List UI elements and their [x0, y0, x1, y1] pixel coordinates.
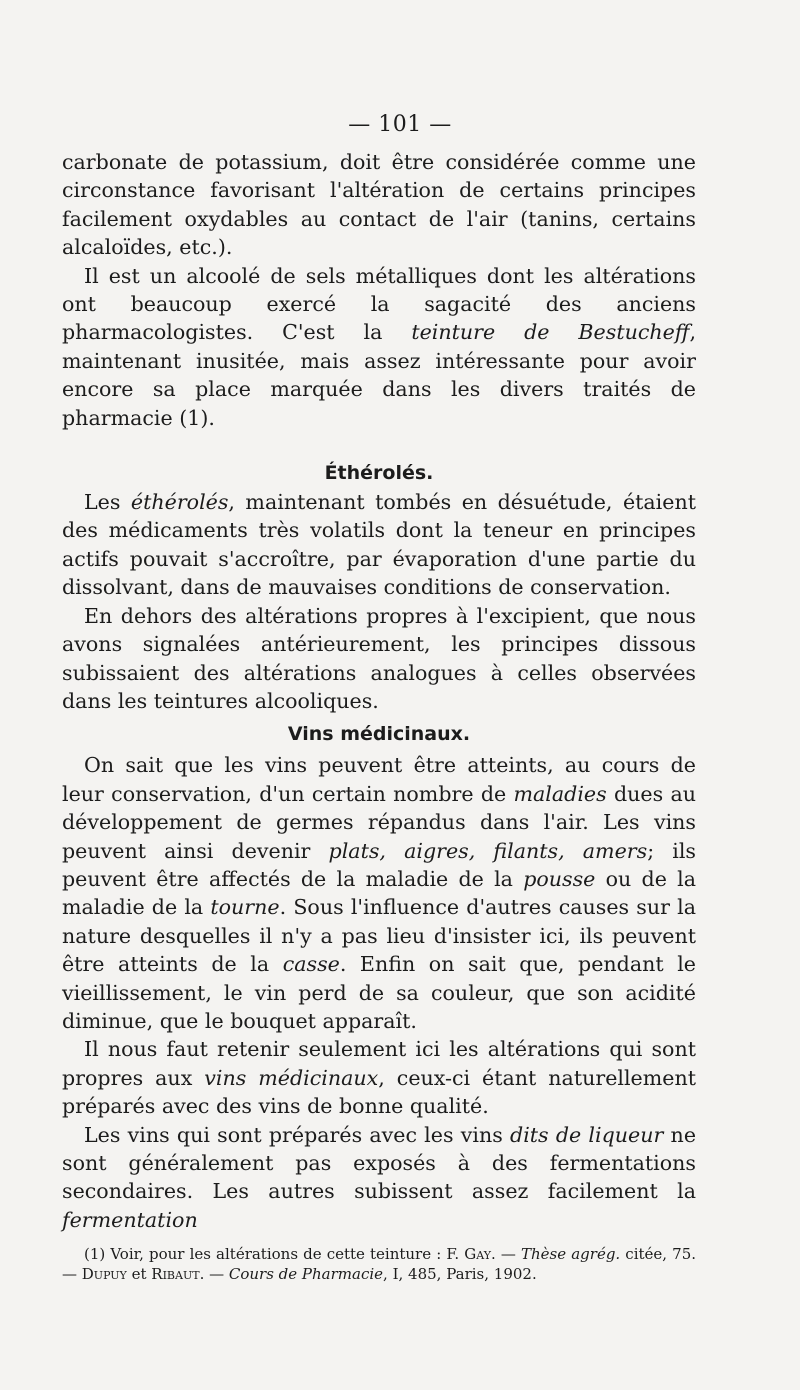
- footnote: (1) Voir, pour les altérations de cette teinture : F. Gay. — Thèse agrég. citée, 75. — Dupuy et Ribaut. — Cours de Pharmacie, I, 485, Paris, 1902.: [62, 1245, 697, 1284]
- paragraph-vins-liqueur: Les vins qui sont préparés avec les vins dits de liqueur ne sont généralement pas exposés à des fermentations secondaires. Les autres subissent assez facilement la fermentation: [62, 1122, 697, 1232]
- section-heading-vins: Vins médicinaux.: [287, 723, 471, 746]
- paragraph-maladies: On sait que les vins peuvent être atteints, au cours de leur conservation, d'un certain nombre de maladies dues au développement de germes répandus dans l'air. Les vins peuvent ainsi devenir plats, aigres, filants, amers; ils peuvent être affectés de la maladie de la pousse ou de la maladie de la tourne. Sous l'influence d'autres causes sur la nature desquelles il n'y a pas lieu d'insister ici, ils peuvent être atteints de la casse. Enfin on sait que, pendant le vieillissement, le vin perd de sa couleur, que son acidité diminue, que le bouquet apparaît.: [62, 753, 696, 1033]
- emphasis-etheroles: éthérolés: [130, 490, 229, 515]
- emphasis-teinture: teinture de Bestucheff: [411, 320, 690, 345]
- page-number: — 101 —: [348, 112, 452, 137]
- paragraph-carbonate: carbonate de potassium, doit être considérée comme une circonstance favorisant l'altération de certains principes facilement oxydables au contact de l'air (tanins, certains alcaloïdes, etc.).: [62, 150, 696, 260]
- section-heading-etheroles: Éthérolés.: [324, 462, 434, 485]
- page-body: [62, 148, 696, 1299]
- paragraph-vins-medicinaux: Il nous faut retenir seulement ici les altérations qui sont propres aux vins médicinaux, ceux-ci étant naturellement préparés avec des vins de bonne qualité.: [62, 1037, 696, 1119]
- paragraph-bestucheff: Il est un alcoolé de sels métalliques dont les altérations ont beaucoup exercé la sagacité des anciens pharmacologistes. C'est la teinture de Bestucheff, maintenant inusitée, mais assez intéressante pour avoir encore sa place marquée dans les divers traités de pharmacie (1).: [62, 263, 696, 430]
- paragraph-etheroles: Les éthérolés, maintenant tombés en désuétude, étaient des médicaments très volatils dont la teneur en principes actifs pouvait s'accroître, par évaporation d'une partie du dissolvant, dans de mauvaises conditions de conservation.: [62, 490, 696, 600]
- paragraph-excipient: En dehors des altérations propres à l'excipient, que nous avons signalées antérieurement, les principes dissous subissaient des altérations analogues à celles observées dans les teintures alcooliques.: [62, 603, 696, 713]
